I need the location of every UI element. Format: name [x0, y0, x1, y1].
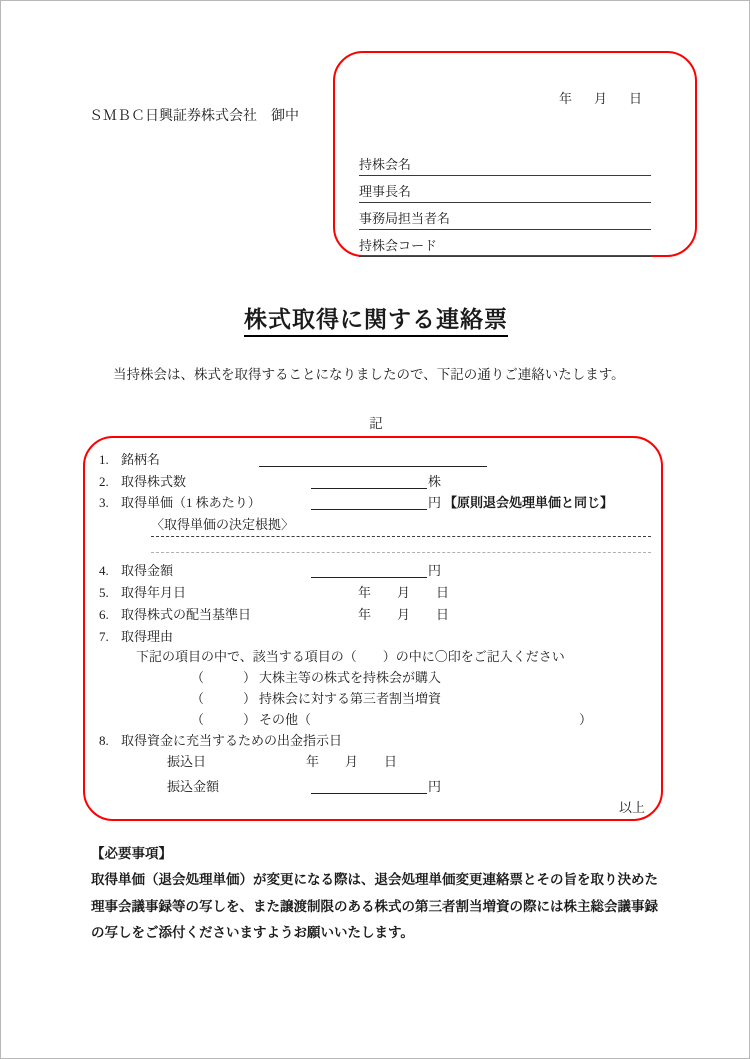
item-3-number: 3.: [99, 495, 109, 510]
item-3-note: 【原則退会処理単価と同じ】: [444, 495, 614, 510]
item-8-transfer-date-label: 振込日: [167, 754, 207, 769]
item-3-label: 取得単価（1 株あたり）: [121, 495, 261, 510]
item-5-date[interactable]: [358, 586, 449, 599]
required-notes-line-3: の写しをご添付くださいますようお願いいたします。: [91, 924, 414, 940]
item-5-label: 取得年月日: [121, 585, 187, 600]
date-year-label: 年: [559, 91, 573, 106]
page-title: [1, 301, 750, 334]
item-4-unit: 円: [428, 563, 442, 578]
item-6-day-label: 日: [436, 607, 450, 622]
item-5: [99, 586, 186, 599]
item-5-day-label: 日: [436, 585, 450, 600]
item-7-instruction: 下記の項目の中で、該当する項目の（ ）の中に〇印をご記入ください: [136, 649, 565, 664]
item-8-month-label: 月: [345, 754, 359, 769]
field-chairman-name-label: 理事長名: [359, 184, 412, 199]
item-2: [99, 475, 186, 488]
page-title-text: 株式取得に関する連絡票: [244, 307, 508, 337]
item-7-option-3-mark[interactable]: （ ）: [191, 712, 257, 727]
item-8-number: 8.: [99, 733, 109, 748]
item-3-input-blank[interactable]: [311, 509, 427, 510]
dotted-separator-upper: [151, 536, 651, 537]
item-8-label: 取得資金に充当するための出金指示日: [121, 733, 343, 748]
field-association-code-label: 持株会コード: [359, 238, 438, 253]
item-8-transfer-amount-unit: 円: [428, 779, 442, 794]
field-association-name[interactable]: [359, 154, 651, 176]
item-6-month-label: 月: [397, 607, 411, 622]
item-6-date[interactable]: [358, 608, 449, 621]
field-chairman-name[interactable]: [359, 181, 651, 203]
item-6-year-label: 年: [358, 607, 372, 622]
item-7-option-2-mark[interactable]: （ ）: [191, 691, 257, 706]
ki-marker: 記: [369, 416, 383, 431]
field-association-code[interactable]: [359, 235, 651, 257]
field-secretariat-person[interactable]: [359, 208, 651, 230]
item-3-unit: 円: [428, 495, 442, 510]
dotted-separator-lower: [151, 552, 651, 553]
item-7-option-2-text: 持株会に対する第三者割当増資: [259, 691, 442, 706]
item-4-number: 4.: [99, 563, 109, 578]
item-8-transfer-amount-label: 振込金額: [167, 779, 220, 794]
required-notes-line-2: 理事会議事録等の写しを、また譲渡制限のある株式の第三者割当増資の際には株主総会議事録: [91, 898, 658, 914]
field-secretariat-person-label: 事務局担当者名: [359, 211, 451, 226]
item-1-number: 1.: [99, 452, 109, 467]
required-notes-line-1: 取得単価（退会処理単価）が変更になる際は、退会処理単価変更連絡票とその旨を取り決めた: [91, 872, 658, 888]
item-2-unit: 株: [428, 474, 442, 489]
item-7-option-1-text: 大株主等の株式を持株会が購入: [259, 670, 442, 685]
item-7-option-3-text: その他（: [259, 712, 312, 727]
item-7-option-1-mark[interactable]: （ ）: [191, 670, 257, 685]
item-7-option-3-close-paren: ）: [579, 712, 593, 727]
item-1-label: 銘柄名: [121, 452, 161, 467]
item-6-label: 取得株式の配当基準日: [121, 607, 252, 622]
item-7-label: 取得理由: [121, 629, 174, 644]
date-day-label: 日: [629, 91, 643, 106]
item-7: [99, 630, 173, 643]
item-3: [99, 496, 261, 509]
closing-mark: 以上: [619, 800, 646, 815]
date-month-label: 月: [594, 91, 608, 106]
item-4: [99, 564, 173, 577]
item-4-label: 取得金額: [121, 563, 174, 578]
item-6: [99, 608, 251, 621]
item-2-input-blank[interactable]: [311, 488, 427, 489]
required-notes-heading: 【必要事項】: [91, 846, 172, 861]
item-8-year-label: 年: [306, 754, 320, 769]
item-3-subnote: 〈取得単価の決定根拠〉: [151, 517, 295, 532]
item-8-transfer-amount-blank[interactable]: [311, 793, 427, 794]
item-6-number: 6.: [99, 607, 109, 622]
item-5-number: 5.: [99, 585, 109, 600]
item-8: [99, 734, 342, 747]
item-8-day-label: 日: [384, 754, 398, 769]
item-5-year-label: 年: [358, 585, 372, 600]
item-2-label: 取得株式数: [121, 474, 187, 489]
item-5-month-label: 月: [397, 585, 411, 600]
header-date-line: [546, 79, 642, 118]
field-association-name-label: 持株会名: [359, 157, 412, 172]
item-8-transfer-date[interactable]: [306, 755, 397, 768]
item-4-input-blank[interactable]: [311, 577, 427, 578]
item-1: [99, 453, 160, 466]
item-7-number: 7.: [99, 629, 109, 644]
item-1-input-blank[interactable]: [259, 466, 487, 467]
required-notes: [91, 841, 666, 946]
recipient-line: ＳＭＢＣ日興証券株式会社 御中: [89, 109, 299, 124]
intro-paragraph: 当持株会は、株式を取得することになりましたので、下記の通りご連絡いたします。: [113, 367, 625, 382]
item-2-number: 2.: [99, 474, 109, 489]
